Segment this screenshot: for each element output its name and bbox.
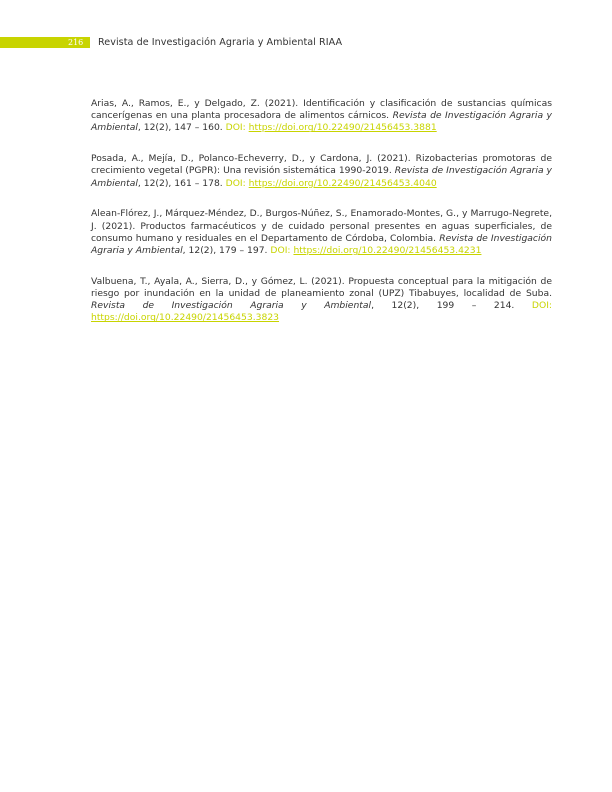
reference-list xyxy=(91,98,552,343)
reference-text: Posada, A., Mejía, D., Polanco-Echeverry, D., y Cardona, J. (2021). Rizobacterias promotoras de crecimiento vegetal (PGPR): Una revisión sistemática 1990-2019. xyxy=(91,153,552,177)
reference-details: , 12(2), 147 – 160. xyxy=(137,122,226,134)
reference-details: , 12(2), 199 – 214. xyxy=(371,300,532,312)
reference-item xyxy=(91,98,552,135)
doi-label: DOI: xyxy=(270,245,294,257)
doi-link[interactable]: https://doi.org/10.22490/21456453.4040 xyxy=(248,177,437,189)
reference-journal: Revista de Investigación Agraria y Ambiental xyxy=(91,300,372,312)
reference-details: , 12(2), 179 – 197. xyxy=(182,245,271,257)
reference-details: , 12(2), 161 – 178. xyxy=(137,177,226,189)
reference-item xyxy=(91,153,552,190)
doi-link[interactable]: https://doi.org/10.22490/21456453.3823 xyxy=(91,312,280,324)
running-header-title: Revista de Investigación Agraria y Ambiental RIAA xyxy=(98,37,343,48)
reference-item xyxy=(91,276,552,325)
doi-link[interactable]: https://doi.org/10.22490/21456453.4231 xyxy=(293,245,482,257)
reference-journal: Revista de Investigación Agraria y Ambiental xyxy=(91,165,552,189)
doi-label: DOI: xyxy=(225,122,249,134)
reference-text: Arias, A., Ramos, E., y Delgado, Z. (2021). Identificación y clasificación de sustancias químicas cancerígenas en una planta procesadora de alimentos cárnicos. xyxy=(91,98,552,122)
reference-journal: Revista de Investigación Agraria y Ambiental xyxy=(91,232,552,257)
reference-item xyxy=(91,208,552,257)
page-number: 216 xyxy=(68,38,84,47)
reference-journal: Revista de Investigación Agraria y Ambiental xyxy=(91,110,552,134)
doi-label: DOI: xyxy=(225,177,249,189)
doi-label: DOI: xyxy=(531,300,553,312)
doi-link[interactable]: https://doi.org/10.22490/21456453.3881 xyxy=(248,122,437,134)
reference-text: Valbuena, T., Ayala, A., Sierra, D., y Gómez, L. (2021). Propuesta conceptual para la mitigación de riesgo por inundación en la unidad de planeamiento zonal (UPZ) Tibabuyes, localidad de Suba. xyxy=(91,275,552,300)
reference-text: Alean-Flórez, J., Márquez-Méndez, D., Burgos-Núñez, S., Enamorado-Montes, G., y Marrugo-Negrete, J. (2021). Productos farmacéuticos y de cuidado personal presentes en aguas superficiales, de consumo humano y residuales en el Departamento de Córdoba, Colombia. xyxy=(91,208,552,244)
